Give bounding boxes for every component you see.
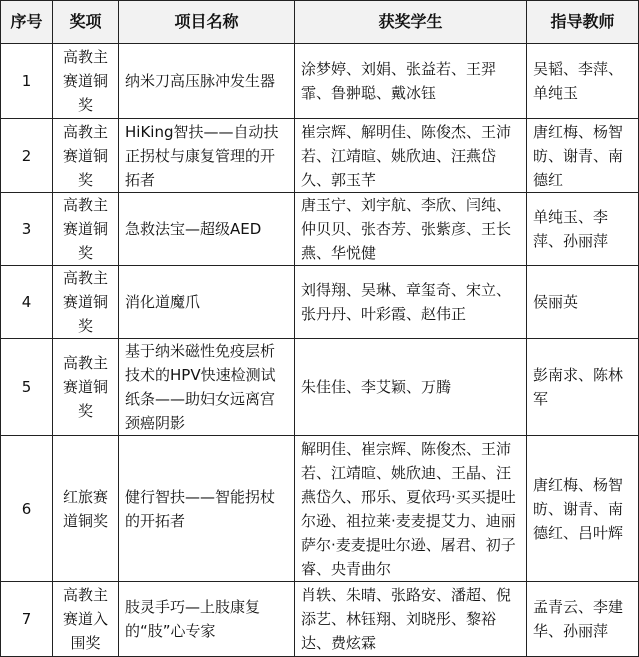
cell-no: 3	[1, 193, 53, 266]
table-row	[1, 44, 639, 119]
cell-award: 红旅赛道铜奖	[53, 436, 119, 582]
table-row	[1, 193, 639, 266]
header-no: 序号	[1, 1, 53, 44]
cell-students: 刘得翔、吴琳、章玺奇、宋立、张丹丹、叶彩霞、赵伟正	[295, 266, 527, 339]
cell-advisors: 孟青云、李建华、孙丽萍	[527, 582, 639, 657]
cell-project: 肢灵手巧—上肢康复的“肢”心专家	[119, 582, 295, 657]
cell-advisors: 唐红梅、杨智昉、谢青、南德红	[527, 119, 639, 193]
cell-project: HiKing智扶——自动扶正拐杖与康复管理的开拓者	[119, 119, 295, 193]
cell-advisors: 彭南求、陈林军	[527, 339, 639, 436]
cell-award: 高教主赛道铜奖	[53, 193, 119, 266]
cell-no: 5	[1, 339, 53, 436]
table-header-row	[1, 1, 639, 44]
cell-award: 高教主赛道铜奖	[53, 266, 119, 339]
header-students: 获奖学生	[295, 1, 527, 44]
cell-advisors: 侯丽英	[527, 266, 639, 339]
cell-students: 解明佳、崔宗辉、陈俊杰、王沛若、江靖暄、姚欣迪、王晶、汪燕岱久、邢乐、夏依玛·买买提吐尔逊、祖拉莱·麦麦提艾力、迪丽萨尔·麦麦提吐尔逊、屠君、初子睿、央青曲尔	[295, 436, 527, 582]
header-advisors: 指导教师	[527, 1, 639, 44]
cell-students: 崔宗辉、解明佳、陈俊杰、王沛若、江靖暄、姚欣迪、汪燕岱久、郭玉芊	[295, 119, 527, 193]
table-row	[1, 119, 639, 193]
table-row	[1, 266, 639, 339]
cell-no: 1	[1, 44, 53, 119]
table-row	[1, 582, 639, 657]
cell-project: 纳米刀高压脉冲发生器	[119, 44, 295, 119]
cell-no: 2	[1, 119, 53, 193]
cell-project: 急救法宝—超级AED	[119, 193, 295, 266]
cell-no: 7	[1, 582, 53, 657]
cell-award: 高教主赛道铜奖	[53, 339, 119, 436]
cell-project: 健行智扶——智能拐杖的开拓者	[119, 436, 295, 582]
cell-no: 4	[1, 266, 53, 339]
cell-award: 高教主赛道入围奖	[53, 582, 119, 657]
table-row	[1, 436, 639, 582]
header-project: 项目名称	[119, 1, 295, 44]
cell-no: 6	[1, 436, 53, 582]
cell-advisors: 唐红梅、杨智昉、谢青、南德红、吕叶辉	[527, 436, 639, 582]
cell-project: 基于纳米磁性免疫层析技术的HPV快速检测试纸条——助妇女远离宫颈癌阴影	[119, 339, 295, 436]
header-award: 奖项	[53, 1, 119, 44]
cell-students: 肖轶、朱晴、张路安、潘超、倪添艺、林钰翔、刘晓彤、黎裕达、费炫霖	[295, 582, 527, 657]
table-row	[1, 339, 639, 436]
cell-students: 涂梦婷、刘娟、张益若、王羿霏、鲁翀聪、戴冰钰	[295, 44, 527, 119]
cell-students: 唐玉宁、刘宇航、李欣、闫纯、仲贝贝、张杏芳、张紫彦、王长燕、华悦健	[295, 193, 527, 266]
cell-advisors: 吴韬、李萍、单纯玉	[527, 44, 639, 119]
cell-award: 高教主赛道铜奖	[53, 44, 119, 119]
cell-students: 朱佳佳、李艾颖、万腾	[295, 339, 527, 436]
cell-project: 消化道魔爪	[119, 266, 295, 339]
cell-award: 高教主赛道铜奖	[53, 119, 119, 193]
cell-advisors: 单纯玉、李萍、孙丽萍	[527, 193, 639, 266]
